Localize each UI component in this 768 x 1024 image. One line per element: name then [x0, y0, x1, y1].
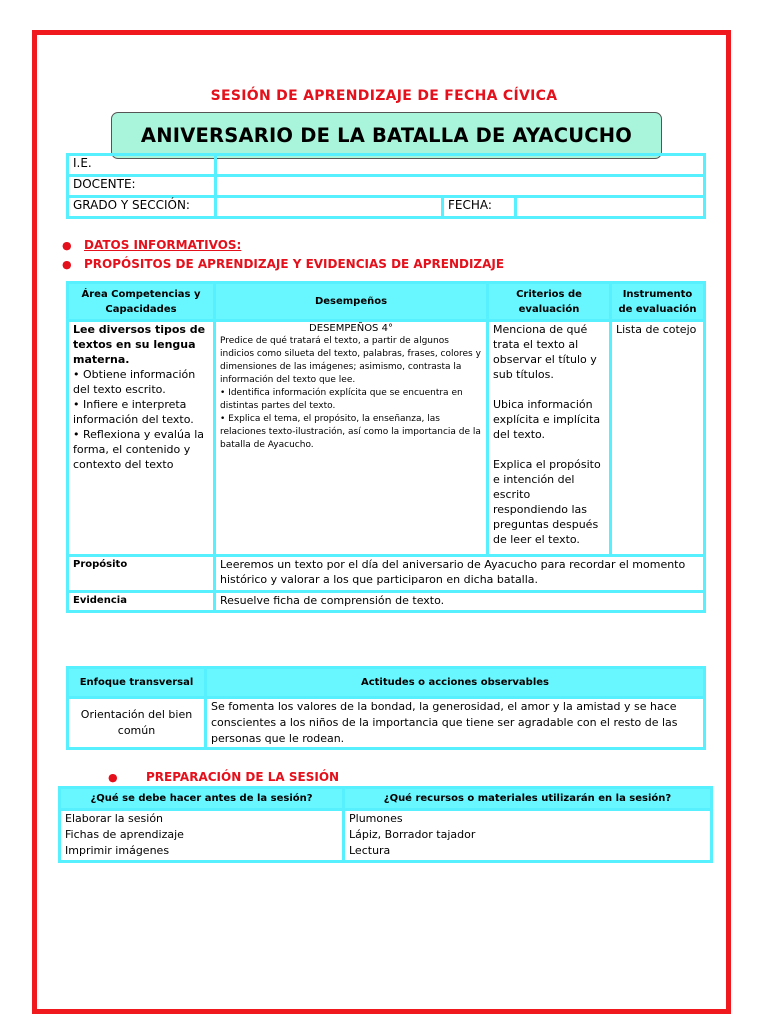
- session-subtitle: SESIÓN DE APRENDIZAJE DE FECHA CÍVICA: [210, 88, 558, 104]
- instrumento-cell: Lista de cotejo: [611, 321, 705, 556]
- learning-table: [66, 281, 706, 613]
- proposito-label: Propósito: [68, 556, 215, 592]
- header-area: Área Competencias y Capacidades: [68, 283, 215, 321]
- bullet-icon: ●: [62, 258, 72, 271]
- enfoque-value: Orientación del bien común: [68, 698, 206, 749]
- desempenos-title: DESEMPEÑOS 4°: [309, 323, 393, 334]
- evidencia-text: Resuelve ficha de comprensión de texto.: [215, 592, 705, 612]
- antes-cell: [60, 810, 344, 862]
- recurso-item: Lectura: [349, 844, 391, 857]
- bullet-icon: ●: [108, 771, 118, 784]
- recurso-item: Lápiz, Borrador tajador: [349, 828, 476, 841]
- header-criterios: Criterios de evaluación: [488, 283, 611, 321]
- antes-item: Elaborar la sesión: [65, 812, 164, 825]
- section-preparacion: [108, 770, 339, 784]
- section-datos-label: DATOS INFORMATIVOS:: [84, 238, 242, 252]
- antes-item: Imprimir imágenes: [65, 844, 170, 857]
- capacidad-item: • Infiere e interpreta información del texto.: [73, 398, 194, 426]
- proposito-text: Leeremos un texto por el día del aniversario de Ayacucho para recordar el momento histórico y valorar a los que participaron en dicha batalla.: [215, 556, 705, 592]
- section-datos: [62, 238, 241, 252]
- recursos-cell: [344, 810, 712, 862]
- bullet-icon: ●: [62, 239, 72, 252]
- preparation-table: [58, 786, 713, 863]
- info-table: [66, 153, 706, 219]
- criterio-item: Explica el propósito e intención del escrito respondiendo las preguntas después de leer el texto.: [493, 458, 601, 546]
- transversal-table: [66, 666, 706, 750]
- grado-label: GRADO Y SECCIÓN:: [68, 197, 216, 218]
- desempeno-item: • Explica el tema, el propósito, la enseñanza, las relaciones texto-ilustración, así como la importancia de la batalla de Ayacucho.: [220, 414, 481, 450]
- ie-label: I.E.: [68, 155, 216, 176]
- header-enfoque: Enfoque transversal: [68, 668, 206, 698]
- desempeno-item: • Identifica información explícita que se encuentra en distintas partes del texto.: [220, 388, 463, 411]
- actitudes-value: Se fomenta los valores de la bondad, la generosidad, el amor y la amistad y se hace conscientes a los niños de la importancia que tiene ser agradable con el resto de las personas que le rodean.: [206, 698, 705, 749]
- capacidad-item: • Obtiene información del texto escrito.: [73, 368, 196, 396]
- docente-label: DOCENTE:: [68, 176, 216, 197]
- criterio-item: Ubica información explícita e implícita del texto.: [493, 398, 601, 441]
- header-desempenos: Desempeños: [215, 283, 488, 321]
- section-preparacion-label: PREPARACIÓN DE LA SESIÓN: [146, 770, 340, 784]
- competencia-cell: [68, 321, 215, 556]
- session-title-box: [111, 112, 662, 159]
- header-actitudes: Actitudes o acciones observables: [206, 668, 705, 698]
- desempeno-item: Predice de qué tratará el texto, a partir de algunos indicios como silueta del texto, palabras, frases, colores y dimensiones de las imágenes; asimismo, contrasta la información del texto que lee.: [220, 336, 481, 385]
- section-propositos-label: PROPÓSITOS DE APRENDIZAJE Y EVIDENCIAS DE APRENDIZAJE: [84, 257, 505, 271]
- grado-value[interactable]: [216, 197, 443, 218]
- recurso-item: Plumones: [349, 812, 403, 825]
- fecha-value[interactable]: [516, 197, 705, 218]
- criterios-cell: [488, 321, 611, 556]
- docente-value[interactable]: [216, 176, 705, 197]
- antes-item: Fichas de aprendizaje: [65, 828, 184, 841]
- ie-value[interactable]: [216, 155, 705, 176]
- header-instrumento: Instrumento de evaluación: [611, 283, 705, 321]
- capacidad-item: • Reflexiona y evalúa la forma, el contenido y contexto del texto: [73, 428, 204, 471]
- header-recursos: ¿Qué recursos o materiales utilizarán en la sesión?: [344, 788, 712, 810]
- evidencia-label: Evidencia: [68, 592, 215, 612]
- section-propositos: [62, 257, 504, 271]
- session-title: ANIVERSARIO DE LA BATALLA DE AYACUCHO: [140, 124, 633, 147]
- criterio-item: Menciona de qué trata el texto al observar el título y sub títulos.: [493, 323, 597, 381]
- competencia-title: Lee diversos tipos de textos en su lengua materna.: [73, 323, 206, 366]
- header-antes: ¿Qué se debe hacer antes de la sesión?: [60, 788, 344, 810]
- fecha-label: FECHA:: [443, 197, 516, 218]
- desempenos-cell: [215, 321, 488, 556]
